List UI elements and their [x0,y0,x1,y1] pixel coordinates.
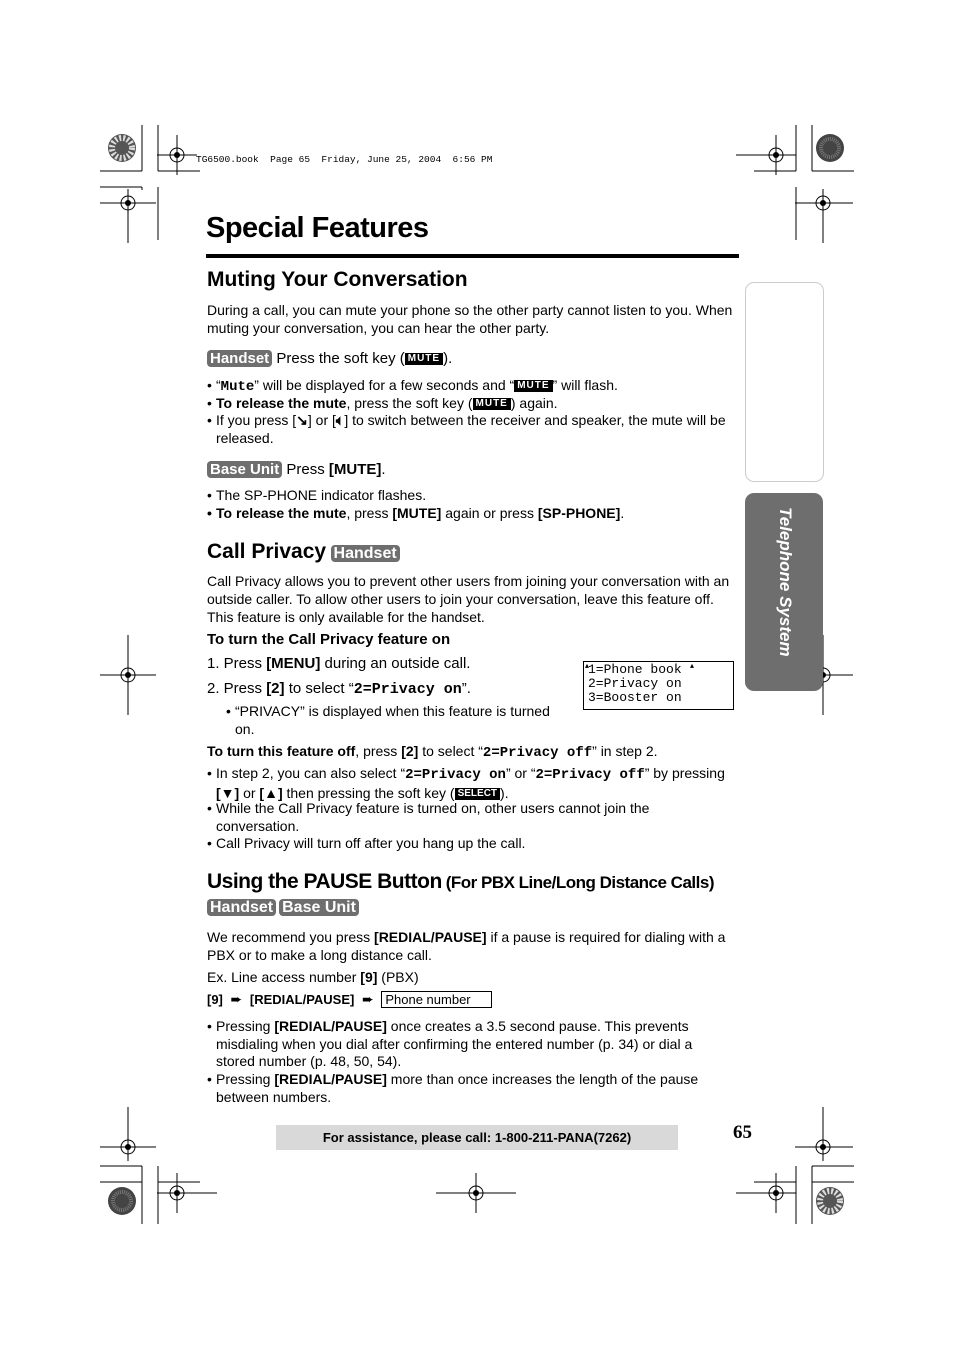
list-item: • While the Call Privacy feature is turned on, other users cannot join the conversation. [207,800,650,834]
pause-tags [207,899,359,917]
pause-heading: Using the PAUSE Button (For PBX Line/Long Distance Calls) [207,870,714,893]
mute-key-icon: MUTE [473,398,511,410]
privacy-subhead: To turn the Call Privacy feature on [207,631,451,648]
list-item: • If you press [↘] or [🔈︎] to switch between the receiver and speaker, the mute will be released. [207,412,726,446]
page-number: 65 [733,1122,752,1143]
list-item: • “Mute” will be displayed for a few seconds and “ MUTE ” will flash. [207,377,618,395]
talk-icon: ↘ [296,412,308,428]
privacy-heading: Call Privacy [207,540,327,563]
list-item: • To release the mute, press the soft key ( MUTE ) again. [207,395,558,411]
list-item: • Pressing [REDIAL/PAUSE] once creates a 3.5 second pause. This prevents misdialing when you dial after confirming the entered number (p. 34) or dial a stored number (p. 48, 50, 54). [207,1018,693,1069]
muting-intro: During a call, you can mute your phone so the other party cannot listen to you. When muting your conversation, you can hear the other party. [207,302,733,336]
pause-example: Ex. Line access number [9] (PBX) [207,969,419,985]
speaker-icon: 🔈︎ [335,412,345,428]
muting-heading: Muting Your Conversation [207,268,468,291]
list-item: • Pressing [REDIAL/PAUSE] more than once increases the length of the pause between numbers. [207,1071,699,1105]
privacy-off: To turn this feature off, press [2] to select “2=Privacy off” in step 2. [207,743,658,761]
list-item: • The SP-PHONE indicator flashes. [207,487,427,503]
mute-soft-key[interactable]: MUTE [405,353,443,365]
assistance-text: For assistance, please call: 1-800-211-PANA(7262) [322,1130,632,1145]
book-header: TG6500.book Page 65 Friday, June 25, 2004 6:56 PM [196,154,493,165]
lcd-line-2: 2=Privacy on [588,676,682,691]
base-unit-tag: Base Unit [279,899,359,916]
lcd-display [583,661,734,710]
privacy-intro: Call Privacy allows you to prevent other users from joining your conversation with an outside caller. To allow other users to join your conversation, leave this feature off. This feature is only available for the handset. [207,573,730,625]
side-tab-empty [745,282,824,482]
select-key-icon: SELECT [455,788,500,800]
privacy-step-2: 2. Press [2] to select “2=Privacy on”. [207,680,471,698]
handset-tag: Handset [331,545,400,562]
list-item: • To release the mute, press [MUTE] again or press [SP-PHONE]. [207,505,625,521]
privacy-heading-row [207,540,400,564]
arrow-right-icon: ➨ [361,991,374,1007]
handset-tag: Handset [207,350,272,367]
arrow-right-icon: ➨ [230,991,243,1007]
pause-sequence: [9] ➨ [REDIAL/PAUSE] ➨ Phone number [207,991,492,1008]
phone-number-box: Phone number [381,991,491,1008]
page-title: Special Features [206,212,429,244]
muting-handset-step: Handset Press the soft key ( MUTE ). [207,349,452,368]
base-unit-tag: Base Unit [207,461,282,478]
lcd-line-1: 1=Phone book [588,662,682,677]
side-tab-label: Telephone System [776,507,795,657]
handset-tag: Handset [207,899,276,916]
scroll-arrow-icon: ▴ [690,661,695,670]
list-item: • Call Privacy will turn off after you hang up the call. [207,835,526,851]
muting-base-step: Base Unit Press [MUTE]. [207,460,386,479]
pause-intro: We recommend you press [REDIAL/PAUSE] if a pause is required for dialing with a PBX or to make a long distance call. [207,929,726,963]
privacy-step-1: 1. Press [MENU] during an outside call. [207,655,471,672]
mute-key-icon: MUTE [514,380,552,392]
list-item: • In step 2, you can also select “2=Privacy on” or “2=Privacy off” by pressing [▼] or [▲] then pressing the soft key ( SELECT ). [207,765,725,801]
title-rule [206,254,739,258]
scroll-arrow-icon: ▴ [585,661,590,670]
side-tab-telephone-system[interactable] [745,493,823,691]
lcd-line-3: 3=Booster on [588,690,682,705]
privacy-step-2-note: • “PRIVACY” is displayed when this feature is turned on. [226,703,550,737]
